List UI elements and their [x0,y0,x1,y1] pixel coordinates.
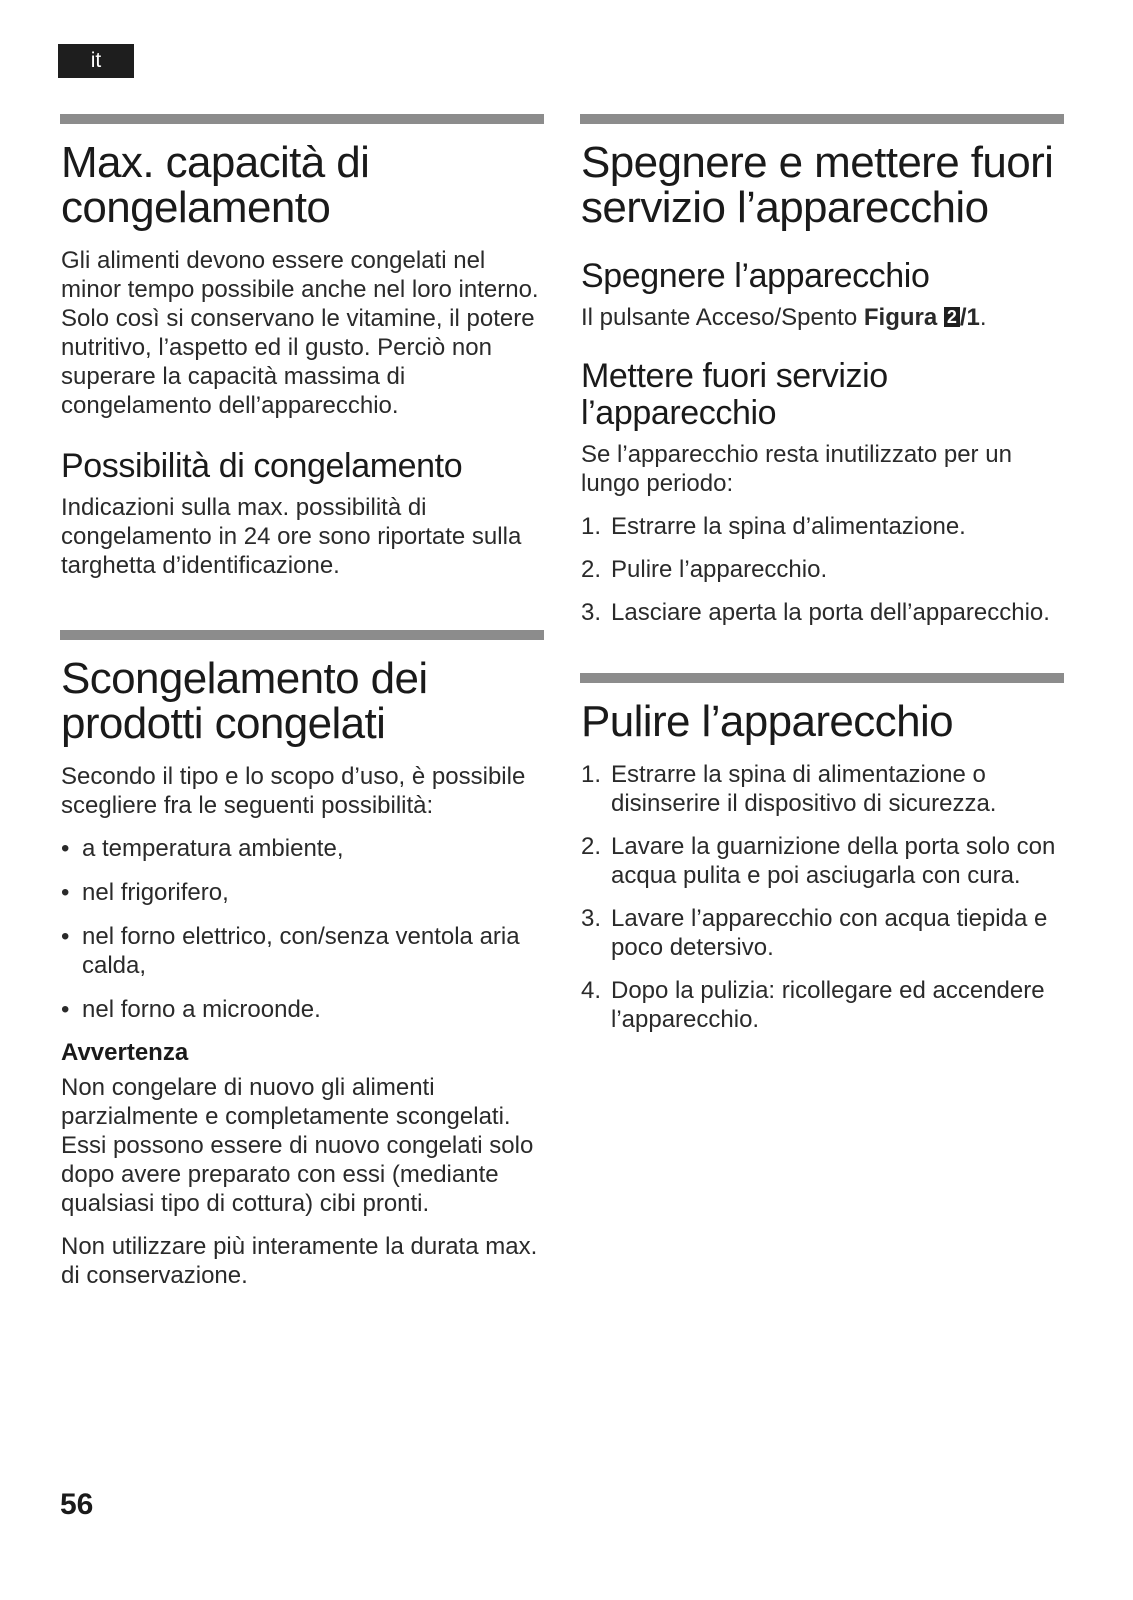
step-text: Lavare l’apparecchio con acqua tiepida e poco detersivo. [611,905,1048,961]
bullet-icon: • [61,923,70,950]
step-text: Lasciare aperta la porta dell’apparecchio. [611,599,1050,626]
paragraph-decommission-intro: Se l’apparecchio resta inutilizzato per un lungo periodo: [581,441,1012,497]
list-item-text: a temperatura ambiente, [82,835,344,862]
heading-cleaning: Pulire l’apparecchio [581,697,953,746]
paragraph-switch-off [581,303,1064,332]
list-item [581,555,1064,584]
list-item [581,832,1064,890]
cleaning-steps-list [581,760,1064,1034]
left-column [61,114,544,1290]
heading-thawing: Scongelamento dei prodotti congelati [61,654,428,748]
right-column [581,114,1064,1048]
list-item-text: nel forno elettrico, con/senza ventola aria calda, [82,923,520,979]
heading-max-freezing-capacity: Max. capacità di congelamento [61,138,370,232]
paragraph-freezing-intro: Gli alimenti devono essere congelati nel minor tempo possibile anche nel loro interno. Solo così si conservano le vitamine, il potere nutritivo, l’aspetto ed il gusto. Perciò non superare la capacità massima di congelamento dell’apparecchio. [61,247,539,419]
section-divider [60,630,544,640]
section-divider [580,114,1064,124]
figure-reference: /1 [959,304,980,331]
paragraph-freezing-possibility: Indicazioni sulla max. possibilità di congelamento in 24 ore sono riportate sulla targhetta d’identificazione. [61,494,522,579]
section-max-freezing-capacity [61,114,544,580]
section-switch-off [581,114,1064,627]
step-text: Pulire l’apparecchio. [611,556,828,583]
list-item [61,834,544,863]
list-item [581,512,1064,541]
step-number: 4. [581,977,602,1004]
subheading-decommission: Mettere fuori servizio l’apparecchio [581,357,888,432]
section-thawing [61,630,544,1290]
list-item [581,760,1064,818]
list-item-text: nel forno a microonde. [82,996,321,1023]
figure-number-box: 2 [944,307,960,327]
language-tag: it [58,44,134,78]
step-number: 2. [581,556,602,583]
step-number: 2. [581,833,602,860]
list-item [581,598,1064,627]
heading-switch-off-and-decommission: Spegnere e mettere fuori servizio l’apparecchio [581,138,1054,232]
list-item [61,922,544,980]
section-divider [580,673,1064,683]
bullet-icon: • [61,996,70,1023]
page-number: 56 [60,1488,94,1521]
step-text: Lavare la guarnizione della porta solo con acqua pulita e poi asciugarla con cura. [611,833,1056,889]
bullet-icon: • [61,835,70,862]
paragraph-warning: Non congelare di nuovo gli alimenti parzialmente e completamente scongelati. Essi possono essere di nuovo congelati solo dopo avere preparato con essi (mediante qualsiasi tipo di cottura) cibi pronti. [61,1074,534,1217]
list-item [581,976,1064,1034]
section-divider [60,114,544,124]
list-item [61,878,544,907]
list-item [581,904,1064,962]
switch-off-text: Il pulsante Acceso/Spento [581,304,864,331]
decommission-steps-list [581,512,1064,627]
step-number: 3. [581,905,602,932]
section-cleaning [581,673,1064,1034]
paragraph-thawing-intro: Secondo il tipo e lo scopo d’uso, è possibile scegliere fra le seguenti possibilità: [61,763,526,819]
step-text: Estrarre la spina d’alimentazione. [611,513,966,540]
bullet-icon: • [61,879,70,906]
subheading-switch-off: Spegnere l’apparecchio [581,257,930,295]
paragraph-storage-note: Non utilizzare più interamente la durata max. di conservazione. [61,1233,538,1289]
thawing-options-list [61,834,544,1024]
list-item [61,995,544,1024]
figure-label: Figura [863,304,938,331]
step-number: 1. [581,513,602,540]
sentence-end: . [979,304,987,331]
step-number: 3. [581,599,602,626]
step-text: Estrarre la spina di alimentazione o disinserire il dispositivo di sicurezza. [611,761,997,817]
subheading-freezing-possibility: Possibilità di congelamento [61,447,463,485]
step-text: Dopo la pulizia: ricollegare ed accendere l’apparecchio. [611,977,1045,1033]
step-number: 1. [581,761,602,788]
list-item-text: nel frigorifero, [82,879,229,906]
warning-label: Avvertenza [61,1039,189,1066]
